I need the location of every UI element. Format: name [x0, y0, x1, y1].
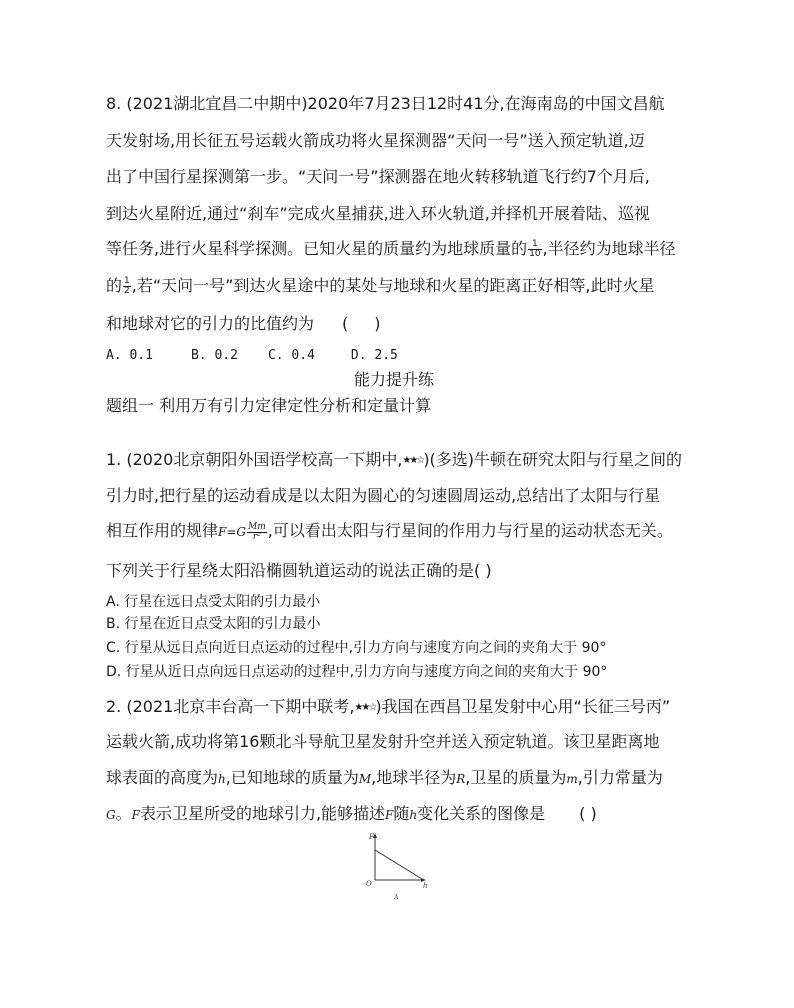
answer-paren: ( )	[342, 314, 381, 333]
section-title: 能力提升练	[354, 370, 435, 389]
graph-a	[360, 828, 440, 904]
origin-label: O	[366, 880, 372, 888]
q8-line-2: 天发射场,用长征五号运载火箭成功将火星探测器“天问一号”送入预定轨道,迈	[106, 131, 645, 150]
x-axis-label: h	[423, 882, 428, 890]
option-d: D. 2.5	[350, 348, 398, 363]
fraction-one-half: $\frac{1}{2}$	[124, 276, 130, 296]
q2-line-3: 球表面的高度为h,已知地球的质量为M,地球半径为R,卫星的质量为m,引力常量为	[106, 768, 663, 787]
q1-line-2: 引力时,把行星的运动看成是以太阳为圆心的匀速圆周运动,总结出了太阳与行星	[106, 486, 661, 505]
q8-options	[106, 346, 398, 366]
option-b: B. 0.2	[190, 348, 238, 363]
q2-line-4: G。F表示卫星所受的地球引力,能够描述F随h变化关系的图像是 ( )	[106, 804, 597, 823]
answer-paren: ( )	[579, 804, 597, 823]
difficulty-stars-icon: ★★☆	[402, 455, 424, 466]
q2-line-1: 2. (2021北京丰台高一下期中联考,★★☆)我国在西昌卫星发射中心用“长征三号丙”	[106, 697, 671, 716]
difficulty-stars-icon: ★★☆	[354, 702, 376, 713]
y-axis-label: F	[369, 833, 374, 841]
curve-line	[375, 850, 422, 879]
option-c: C. 0.4	[267, 348, 315, 363]
q8-line-5: 等任务,进行火星科学探测。已知火星的质量约为地球质量的 $\frac{1}{10}$ ,半径约为地球半径	[106, 239, 676, 259]
q1-option-c: C. 行星从远日点向近日点运动的过程中,引力方向与速度方向之间的夹角大于 90°	[106, 640, 607, 656]
q8-line-4: 到达火星附近,通过“刹车”完成火星捕获,进入环火轨道,并择机开展着陆、巡视	[106, 204, 650, 223]
q1-option-b: B. 行星在近日点受太阳的引力最小	[106, 616, 321, 632]
q8-line-6: 的 $\frac{1}{2}$ ,若“天问一号”到达火星途中的某处与地球和火星的距离正好相等,此时火星	[106, 276, 655, 296]
option-a: A. 0.1	[106, 348, 153, 363]
q1-option-a: A. 行星在远日点受太阳的引力最小	[106, 594, 321, 610]
q1-line-3: 相互作用的规律F=G $\frac{Mm}{\text{r²}}$ ,可以看出太阳与行星间的作用力与行星的运动状态无关。	[106, 521, 673, 542]
graph-caption: A	[394, 894, 399, 901]
q8-line-1: 8. (2021湖北宜昌二中期中)2020年7月23日12时41分,在海南岛的中国文昌航	[106, 94, 665, 113]
q8-line-3: 出了中国行星探测第一步。“天问一号”探测器在地火转移轨道飞行约7个月后,	[106, 167, 650, 186]
formula: F=G $\frac{Mm}{\text{r²}}$	[218, 522, 266, 542]
q8-line-7: 和地球对它的引力的比值约为 ( )	[106, 314, 381, 333]
q2-line-2: 运载火箭,成功将第16颗北斗导航卫星发射升空并送入预定轨道。该卫星距离地	[106, 732, 660, 751]
group-title: 题组一 利用万有引力定律定性分析和定量计算	[106, 396, 432, 415]
q1-option-d: D. 行星从近日点向远日点运动的过程中,引力方向与速度方向之间的夹角大于 90°	[106, 664, 608, 680]
q1-line-1: 1. (2020北京朝阳外国语学校高一下期中,★★☆)(多选)牛顿在研究太阳与行星之间的	[106, 450, 683, 469]
q1-line-4: 下列关于行星绕太阳沿椭圆轨道运动的说法正确的是( )	[106, 561, 492, 580]
fraction-one-tenth: $\frac{1}{10}$	[529, 239, 541, 259]
